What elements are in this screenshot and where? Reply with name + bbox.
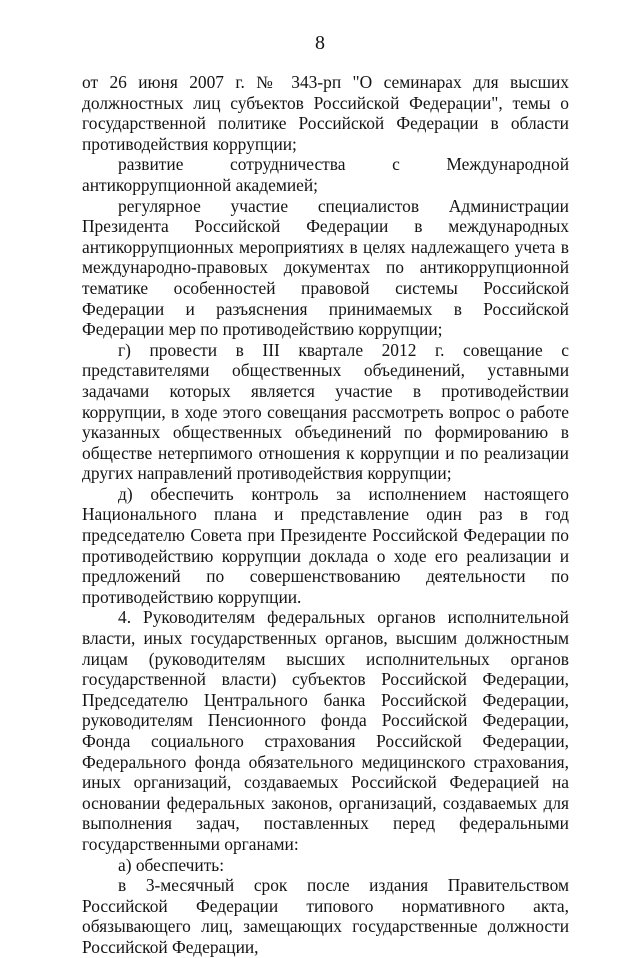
paragraph-section-4: 4. Руководителям федеральных органов исполнительной власти, иных государственных органов, высшим должностным лицам (руководителям высших исполнительных органов государственной власти) субъектов Российской Федерации, Председателю Центрального банка Российской Федерации, руководителям Пенсионного фонда Российской Федерации, Фонда социального страхования Российской Федерации, Федерального фонда обязательного медицинского страхования, иных организаций, создаваемых Российской Федерацией на основании федеральных законов, организаций, создаваемых для выполнения задач, поставленных перед федеральными государственными органами: [82,607,569,854]
document-body [82,72,569,958]
paragraph-3-month-term: в 3-месячный срок после издания Правительством Российской Федерации типового нормативного акта, обязывающего лиц, замещающих государственные должности Российской Федерации, [82,875,569,957]
paragraph-item-g: г) провести в III квартале 2012 г. совещание с представителями общественных объединений, уставными задачами которых является участие в противодействии коррупции, в ходе этого совещания рассмотреть вопрос о работе указанных общественных объединений по формированию в обществе нетерпимого отношения к коррупции и по реализации других направлений противодействия коррупции; [82,339,569,484]
paragraph-item-d: д) обеспечить контроль за исполнением настоящего Национального плана и представление один раз в год председателю Совета при Президенте Российской Федерации по противодействию коррупции доклада о ходе его реализации и предложений по совершенствованию деятельности по противодействию коррупции. [82,483,569,607]
paragraph-item-a: а) обеспечить: [118,854,225,875]
paragraph-academy: развитие сотрудничества с Международной антикоррупционной академией; [82,154,569,195]
paragraph-international-events: регулярное участие специалистов Администрации Президента Российской Федерации в международных антикоррупционных мероприятиях в целях надлежащего учета в международно-правовых документах по антикоррупционной тематике особенностей правовой системы Российской Федерации и разъяснения принимаемых в Российской Федерации мер по противодействию коррупции; [82,195,569,340]
page-number: 8 [315,32,325,54]
paragraph-seminars: от 26 июня 2007 г. № 343-рп "О семинарах для высших должностных лиц субъектов Российской Федерации", темы о государственной политике Российской Федерации в области противодействия коррупции; [82,72,569,154]
